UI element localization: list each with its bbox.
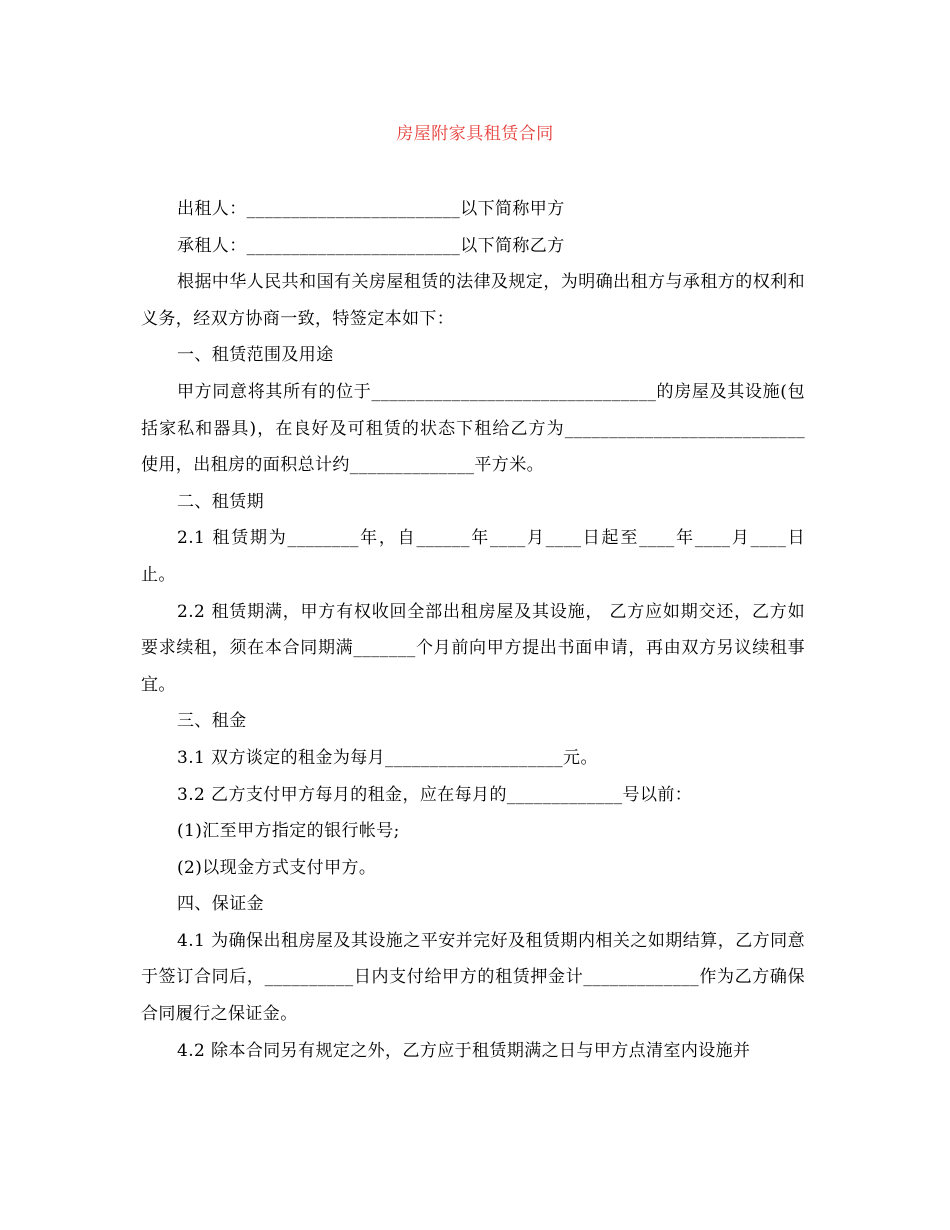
payment-option-2: (2)以现金方式支付甲方。	[177, 857, 377, 878]
payment-option-1: (1)汇至甲方指定的银行帐号;	[177, 821, 400, 842]
clause-3-1: 3.1 双方谈定的租金为每月____________________元。	[177, 747, 598, 768]
scope-paragraph: 甲方同意将其所有的位于________________________________的房屋及其设施(包括家私和器具)，在良好及可租赁的状态下租给乙方为___________________________使用，出租房的面积总计约______________平方米。	[141, 381, 805, 476]
clause-2-1: 2.1 租赁期为________年，自______年____月____日起至____年____月____日止。	[141, 528, 805, 585]
clause-4-1: 4.1 为确保出租房屋及其设施之平安并完好及租赁期内相关之如期结算，乙方同意于签订合同后，__________日内支付给甲方的租赁押金计_____________作为乙方确保合同履行之保证金。	[141, 930, 805, 1025]
section-heading-deposit: 四、保证金	[177, 894, 264, 915]
section-heading-scope: 一、租赁范围及用途	[177, 345, 334, 366]
clause-3-2: 3.2 乙方支付甲方每月的租金，应在每月的_____________号以前：	[177, 784, 693, 805]
section-heading-term: 二、租赁期	[177, 491, 264, 512]
document-title: 房屋附家具租赁合同	[396, 124, 554, 144]
lessor-line: 出租人：________________________以下简称甲方	[177, 199, 565, 219]
clause-2-2: 2.2 租赁期满，甲方有权收回全部出租房屋及其设施， 乙方应如期交还，乙方如要求续租，须在本合同期满_______个月前向甲方提出书面申请，再由双方另议续租事宜。	[141, 601, 805, 695]
lessee-line: 承租人：________________________以下简称乙方	[177, 235, 565, 256]
section-heading-rent: 三、租金	[177, 711, 247, 732]
clause-4-2: 4.2 除本合同另有规定之外，乙方应于租赁期满之日与甲方点清室内设施并	[177, 1040, 751, 1061]
document-body	[141, 191, 805, 1069]
preamble-paragraph: 根据中华人民共和国有关房屋租赁的法律及规定，为明确出租方与承租方的权利和义务，经双方协商一致，特签定本如下：	[141, 272, 805, 329]
